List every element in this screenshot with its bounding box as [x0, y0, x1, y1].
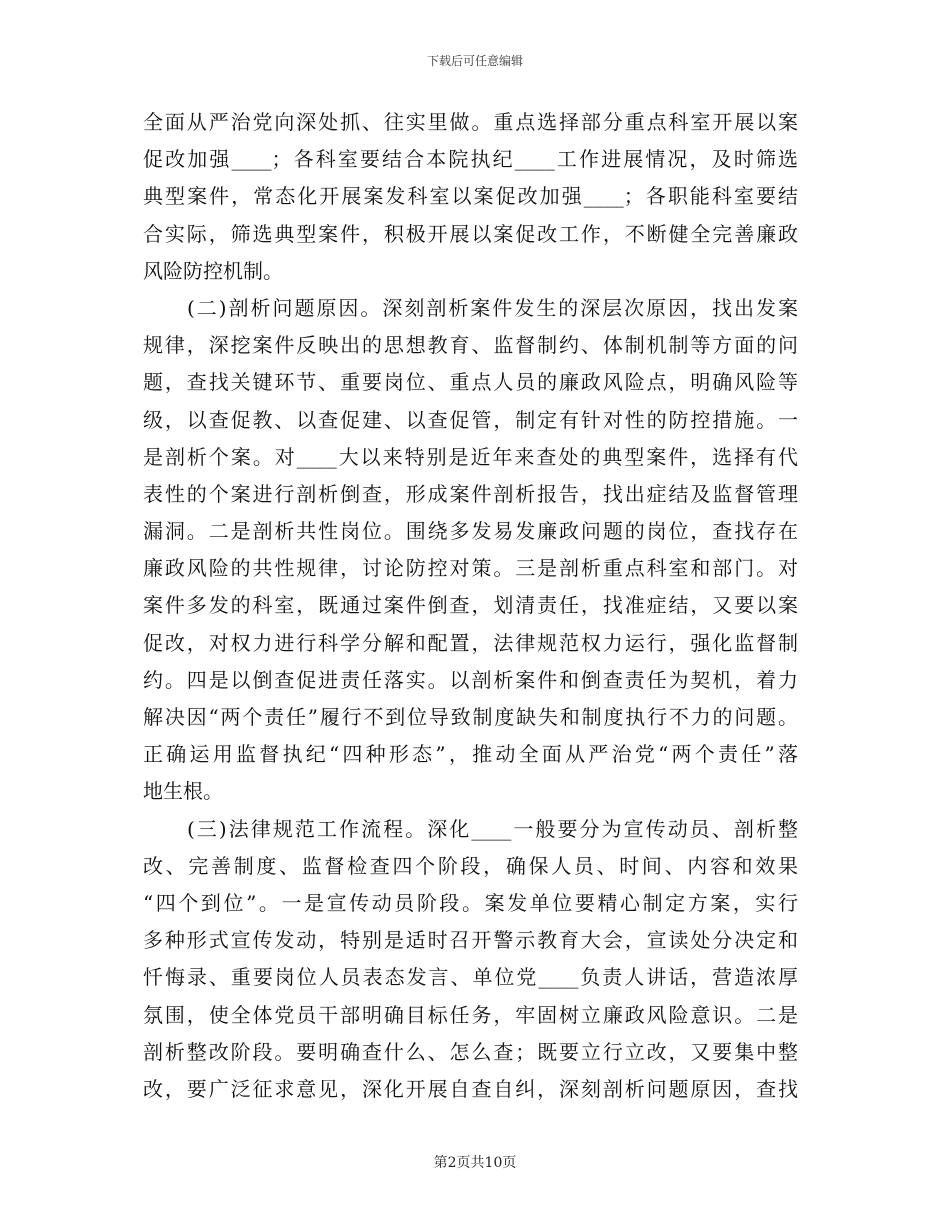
text-line: 漏洞。二是剖析共性岗位。围绕多发易发廉政问题的岗位，查找存在	[143, 519, 798, 544]
text-line: 级，以查促教、以查促建、以查促管，制定有针对性的防控措施。一	[143, 407, 798, 432]
text-line: 合实际，筛选典型案件，积极开展以案促改工作，不断健全完善廉政	[143, 221, 798, 246]
paragraph-3	[143, 811, 798, 1109]
text-line: 表性的个案进行剖析倒查，形成案件剖析报告，找出症结及监督管理	[143, 481, 798, 506]
page-header: 下载后可任意编辑	[426, 54, 523, 68]
text-line: 题，查找关键环节、重要岗位、重点人员的廉政风险点，明确风险等	[143, 370, 798, 395]
text-line: 是剖析个案。对____大以来特别是近年来查处的典型案件，选择有代	[143, 444, 798, 469]
text-line: (二)剖析问题原因。深刻剖析案件发生的深层次原因，找出发案	[187, 295, 798, 320]
text-line: “四个到位”。一是宣传动员阶段。案发单位要精心制定方案，实行	[143, 890, 798, 915]
paragraph-2	[143, 290, 798, 811]
text-line: 约。四是以倒查促进责任落实。以剖析案件和倒查责任为契机，着力	[143, 667, 798, 692]
text-line: 氛围，使全体党员干部明确目标任务，牢固树立廉政风险意识。二是	[143, 1002, 798, 1027]
text-line: 地生根。	[143, 779, 223, 804]
text-line: 改，要广泛征求意见，深化开展自查自纠，深刻剖析问题原因，查找	[143, 1076, 798, 1101]
text-line: 典型案件，常态化开展案发科室以案促改加强____；各职能科室要结	[143, 184, 798, 209]
text-line: 规律，深挖案件反映出的思想教育、监督制约、体制机制等方面的问	[143, 333, 798, 358]
text-line: 案件多发的科室，既通过案件倒查，划清责任，找准症结，又要以案	[143, 593, 798, 618]
text-line: 廉政风险的共性规律，讨论防控对策。三是剖析重点科室和部门。对	[143, 556, 798, 581]
document-body	[143, 104, 798, 1108]
text-line: 剖析整改阶段。要明确查什么、怎么查；既要立行立改，又要集中整	[143, 1039, 798, 1064]
text-line: 促改，对权力进行科学分解和配置，法律规范权力运行，强化监督制	[143, 630, 798, 655]
text-line: 促改加强____；各科室要结合本院执纪____工作进展情况，及时筛选	[143, 147, 798, 172]
text-line: 解决因“两个责任”履行不到位导致制度缺失和制度执行不力的问题。	[143, 705, 798, 729]
paragraph-1	[143, 104, 798, 290]
text-line: (三)法律规范工作流程。深化____一般要分为宣传动员、剖析整	[187, 816, 798, 841]
page-footer: 第2页共10页	[433, 1155, 517, 1171]
text-line: 正确运用监督执纪“四种形态”，推动全面从严治党“两个责任”落	[143, 742, 798, 767]
text-line: 全面从严治党向深处抓、往实里做。重点选择部分重点科室开展以案	[143, 110, 798, 134]
text-line: 风险防控机制。	[143, 258, 283, 283]
text-line: 忏悔录、重要岗位人员表态发言、单位党____负责人讲话，营造浓厚	[143, 965, 798, 990]
text-line: 多种形式宣传发动，特别是适时召开警示教育大会，宣读处分决定和	[143, 928, 798, 953]
text-line: 改、完善制度、监督检查四个阶段，确保人员、时间、内容和效果	[143, 853, 798, 878]
